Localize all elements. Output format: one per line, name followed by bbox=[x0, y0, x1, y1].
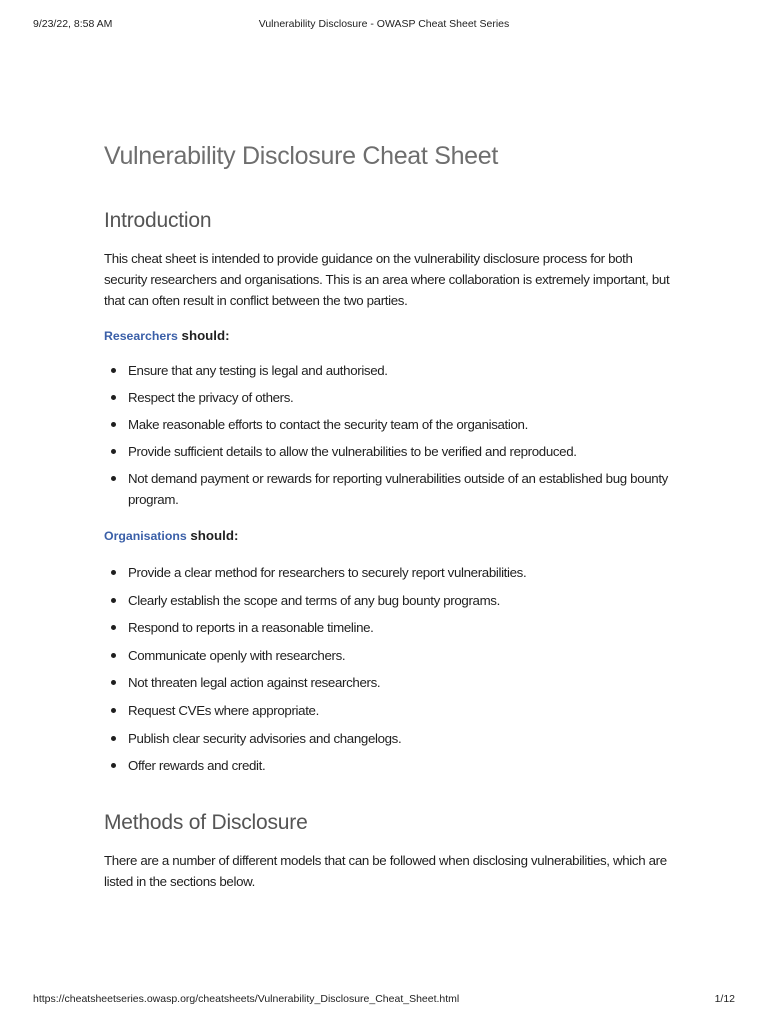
print-footer bbox=[33, 993, 735, 1007]
list-item: Provide sufficient details to allow the vulnerabilities to be verified and reproduced. bbox=[104, 441, 674, 462]
organisations-link[interactable]: Organisations bbox=[104, 529, 187, 543]
organisations-lead bbox=[104, 528, 238, 543]
list-item: Clearly establish the scope and terms of any bug bounty programs. bbox=[104, 590, 674, 611]
page-title: Vulnerability Disclosure Cheat Sheet bbox=[104, 142, 499, 170]
print-page-title: Vulnerability Disclosure - OWASP Cheat Sheet Series bbox=[258, 18, 510, 30]
print-header bbox=[33, 18, 735, 32]
researchers-lead bbox=[104, 328, 230, 343]
list-item: Ensure that any testing is legal and authorised. bbox=[104, 360, 674, 381]
list-item: Communicate openly with researchers. bbox=[104, 645, 674, 666]
list-item: Provide a clear method for researchers to securely report vulnerabilities. bbox=[104, 562, 674, 583]
researchers-list bbox=[104, 360, 674, 516]
list-item: Make reasonable efforts to contact the security team of the organisation. bbox=[104, 414, 674, 435]
list-item: Request CVEs where appropriate. bbox=[104, 700, 674, 721]
methods-paragraph: There are a number of different models that can be followed when disclosing vulnerabilities, which are listed in the sections below. bbox=[104, 853, 667, 889]
researchers-should-label: should: bbox=[181, 328, 230, 343]
print-date: 9/23/22, 8:58 AM bbox=[33, 18, 113, 30]
list-item: Not demand payment or rewards for reporting vulnerabilities outside of an established bug bounty program. bbox=[104, 468, 674, 510]
list-item: Respond to reports in a reasonable timeline. bbox=[104, 617, 674, 638]
list-item: Respect the privacy of others. bbox=[104, 387, 674, 408]
page-number: 1/12 bbox=[714, 993, 735, 1005]
list-item: Not threaten legal action against researchers. bbox=[104, 672, 674, 693]
organisations-list bbox=[104, 562, 674, 783]
methods-heading: Methods of Disclosure bbox=[104, 811, 308, 834]
organisations-should-label: should: bbox=[190, 528, 239, 543]
introduction-paragraph: This cheat sheet is intended to provide guidance on the vulnerability disclosure process for both security researchers and organisations. This is an area where collaboration is extremely important, but that can often result in conflict between the two parties. bbox=[104, 251, 670, 308]
researchers-link[interactable]: Researchers bbox=[104, 329, 178, 343]
introduction-heading: Introduction bbox=[104, 209, 212, 232]
list-item: Publish clear security advisories and changelogs. bbox=[104, 728, 674, 749]
print-url: https://cheatsheetseries.owasp.org/cheatsheets/Vulnerability_Disclosure_Cheat_Sheet.html bbox=[33, 993, 460, 1005]
list-item: Offer rewards and credit. bbox=[104, 755, 674, 776]
